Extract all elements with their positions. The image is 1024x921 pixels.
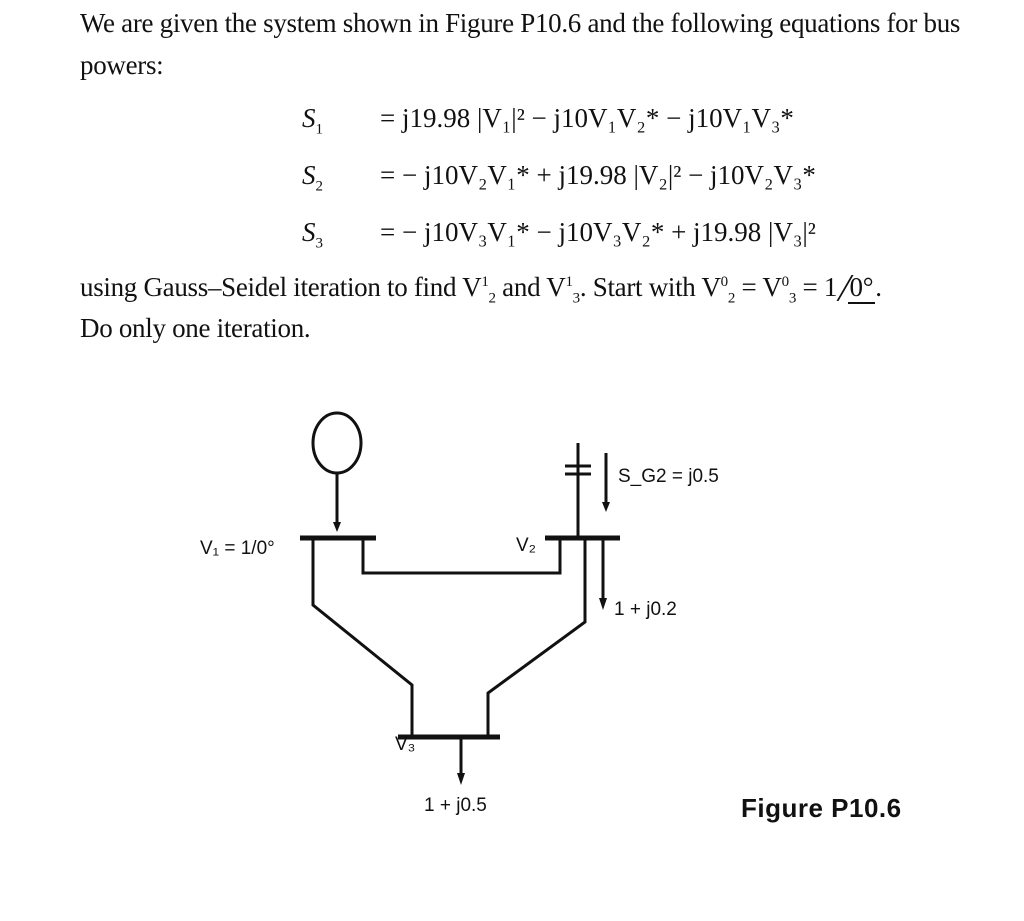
- equation-s1-lhs: $S_1$: [302, 103, 323, 138]
- instruction-line-2: Do only one iteration.: [80, 313, 311, 343]
- v2-label: V₂: [516, 535, 537, 556]
- equation-s3-lhs: $S_3$: [302, 217, 323, 252]
- line-2-3: [488, 538, 585, 737]
- v1-label: V₁ = 1/0°: [200, 538, 275, 559]
- generator-icon: [313, 413, 361, 473]
- intro-line-2: powers:: [80, 50, 164, 80]
- equation-s2-lhs: $S_2$: [302, 160, 323, 195]
- angle-value: 0°: [849, 272, 874, 302]
- load-3-label: 1 + j0.5: [424, 795, 487, 816]
- equation-s2-rhs: = − j10V₂V₁* + j19.98 |V₂|² − j10V₂V₃*: [380, 160, 816, 190]
- equation-s1-rhs: = j19.98 |V₁|² − j10V₁V₂* − j10V₁V₃*: [380, 103, 794, 133]
- v3-label: V₃: [395, 734, 416, 755]
- equation-s3-rhs: = − j10V₃V₁* − j10V₃V₂* + j19.98 |V₃|²: [380, 217, 816, 247]
- load-2-label: 1 + j0.2: [614, 599, 677, 620]
- instruction-line-1: using Gauss–Seidel iteration to find $V^1_2$ and $V^1_3$. Start with $V^0_2 = V^0_3 = 1$ 0°.: [80, 272, 882, 307]
- figure-caption: Figure P10.6: [741, 793, 902, 823]
- sg2-label: S_G2 = j0.5: [618, 466, 719, 487]
- intro-line-1: We are given the system shown in Figure P10.6 and the following equations for bus: [80, 8, 961, 38]
